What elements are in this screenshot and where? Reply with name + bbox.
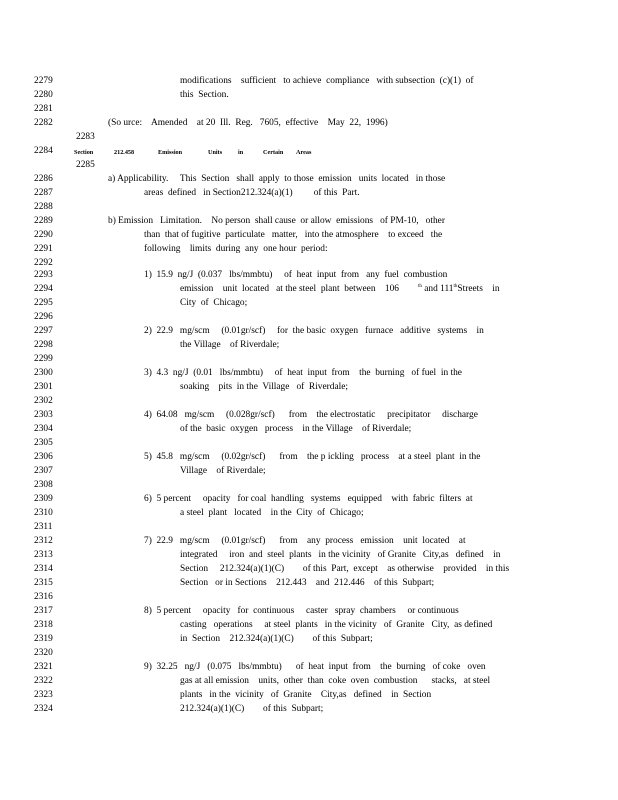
line-number: 2321 <box>34 662 53 672</box>
line-number: 2323 <box>34 690 53 700</box>
line-number: 2283 <box>76 132 95 142</box>
section-heading-word: Certain <box>263 149 284 156</box>
line-number: 2315 <box>34 578 53 588</box>
line-number: 2303 <box>34 410 53 420</box>
text-line: soaking pits in the Village of Riverdale; <box>180 382 348 392</box>
text-line: 6) 5 percent opacity for coal handling systems equipped with fabric filters at <box>144 494 473 504</box>
line-number: 2301 <box>34 382 53 392</box>
text-line: 4) 64.08 mg/scm (0.028gr/scf) from the electrostatic precipitator discharge <box>144 410 478 420</box>
line-number: 2290 <box>34 230 53 240</box>
text-line: modifications sufficient to achieve compliance with subsection (c)(1) of <box>180 76 474 86</box>
superscript: th <box>418 283 422 289</box>
line-number: 2289 <box>34 216 53 226</box>
text-line: integrated iron and steel plants in the vicinity of Granite City,as defined in <box>180 550 501 560</box>
line-number: 2300 <box>34 368 53 378</box>
text-line: Section 212.324(a)(1)(C) of this Part, except as otherwise provided in this <box>180 564 510 574</box>
line-number: 2306 <box>34 452 53 462</box>
line-number: 2324 <box>34 704 53 714</box>
text-line: 9) 32.25 ng/J (0.075 lbs/mmbtu) of heat input from the burning of coke oven <box>144 662 486 672</box>
text-line: City of Chicago; <box>180 298 248 308</box>
line-number: 2284 <box>34 146 53 156</box>
text-line: this Section. <box>180 90 229 100</box>
line-number: 2285 <box>76 160 95 170</box>
line-number: 2313 <box>34 550 53 560</box>
text-line: Village of Riverdale; <box>180 466 266 476</box>
text-line: 7) 22.9 mg/scm (0.01gr/scf) from any process emission unit located at <box>144 536 466 546</box>
section-heading-word: Areas <box>296 149 312 156</box>
line-number: 2292 <box>34 258 53 268</box>
line-number: 2280 <box>34 90 53 100</box>
text-line: in Section 212.324(a)(1)(C) of this Subpart; <box>180 634 373 644</box>
text-line: than that of fugitive particulate matter, into the atmosphere to exceed the <box>144 230 443 240</box>
section-heading-word: 212.458 <box>114 149 135 156</box>
text-fragment: and 111 <box>421 284 454 294</box>
line-number: 2295 <box>34 298 53 308</box>
text-fragment: Streets in <box>457 284 500 294</box>
section-heading-word: in <box>238 149 244 156</box>
text-line: b) Emission Limitation. No person shall cause or allow emissions of PM-10, other <box>108 216 445 226</box>
text-line: 5) 45.8 mg/scm (0.02gr/scf) from the p ickling process at a steel plant in the <box>144 452 481 462</box>
text-line: gas at all emission units, other than coke oven combustion stacks, at steel <box>180 676 491 686</box>
line-number: 2309 <box>34 494 53 504</box>
line-number: 2279 <box>34 76 53 86</box>
line-number: 2293 <box>34 270 53 280</box>
line-number: 2318 <box>34 620 53 630</box>
text-line: following limits during any one hour period: <box>144 244 328 254</box>
line-number: 2312 <box>34 536 53 546</box>
text-line: areas defined in Section212.324(a)(1) of this Part. <box>144 188 360 198</box>
line-number: 2291 <box>34 244 53 254</box>
line-number: 2320 <box>34 648 53 658</box>
line-number: 2281 <box>34 104 53 114</box>
text-line: 2) 22.9 mg/scm (0.01gr/scf) for the basic oxygen furnace additive systems in <box>144 326 484 336</box>
text-line: a steel plant located in the City of Chicago; <box>180 508 364 518</box>
line-number: 2287 <box>34 188 53 198</box>
text-line: 212.324(a)(1)(C) of this Subpart; <box>180 704 324 714</box>
line-number: 2317 <box>34 606 53 616</box>
line-number: 2297 <box>34 326 53 336</box>
line-number: 2316 <box>34 592 53 602</box>
line-number: 2298 <box>34 340 53 350</box>
line-number: 2296 <box>34 312 53 322</box>
text-line: of the basic oxygen process in the Village of Riverdale; <box>180 424 412 434</box>
superscript: th <box>453 283 458 289</box>
line-number: 2288 <box>34 202 53 212</box>
line-number: 2299 <box>34 354 53 364</box>
text-line: (So urce: Amended at 20 Ill. Reg. 7605, effective May 22, 1996) <box>108 118 388 128</box>
text-line: plants in the vicinity of Granite City,as defined in Section <box>180 690 432 700</box>
text-line: the Village of Riverdale; <box>180 340 280 350</box>
line-number: 2311 <box>34 522 53 532</box>
section-heading-word: Section <box>74 149 94 156</box>
text-line: 8) 5 percent opacity for continuous caster spray chambers or continuous <box>144 606 459 616</box>
text-line: emission unit located at the steel plant between 106 <box>180 284 399 294</box>
line-number: 2307 <box>34 466 53 476</box>
line-number: 2282 <box>34 118 53 128</box>
line-number: 2304 <box>34 424 53 434</box>
line-number: 2314 <box>34 564 53 574</box>
line-number: 2305 <box>34 438 53 448</box>
line-number: 2294 <box>34 284 53 294</box>
line-number: 2286 <box>34 174 53 184</box>
line-number: 2319 <box>34 634 53 644</box>
line-number: 2310 <box>34 508 53 518</box>
text-line: casting operations at steel plants in the vicinity of Granite City, as defined <box>180 620 493 630</box>
section-heading-word: Emission <box>158 149 183 156</box>
line-number: 2322 <box>34 676 53 686</box>
text-line: 3) 4.3 ng/J (0.01 lbs/mmbtu) of heat input from the burning of fuel in the <box>144 368 462 378</box>
line-number: 2302 <box>34 396 53 406</box>
line-2294-tail <box>418 284 500 295</box>
line-number: 2308 <box>34 480 53 490</box>
text-line: 1) 15.9 ng/J (0.037 lbs/mmbtu) of heat input from any fuel combustion <box>144 270 448 280</box>
text-line: Section or in Sections 212.443 and 212.446 of this Subpart; <box>180 578 435 588</box>
text-line: a) Applicability. This Section shall apply to those emission units located in those <box>108 174 446 184</box>
section-heading-word: Units <box>208 149 223 156</box>
